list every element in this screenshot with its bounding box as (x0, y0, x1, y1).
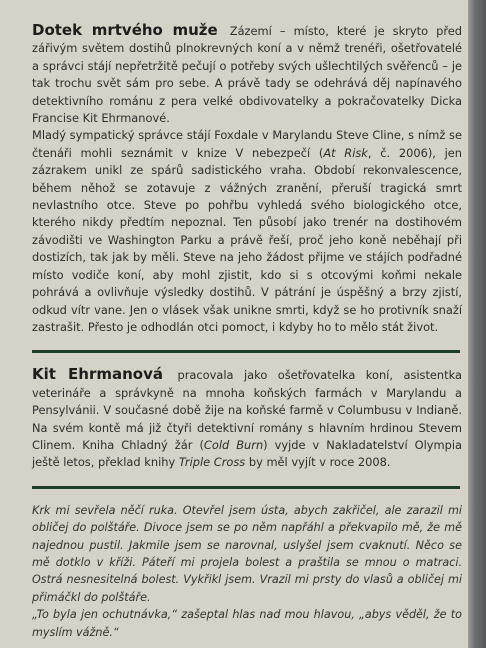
author-bio (32, 366, 462, 471)
author-bio-title-triple-cross: Triple Cross (178, 455, 246, 470)
section-divider-2 (32, 486, 460, 489)
book-description (32, 22, 462, 336)
book-excerpt (32, 502, 462, 641)
excerpt-paragraph-2: „To byla jen ochutnávka,“ zašeptal hlas nad mou hlavou, „abys věděl, že to myslím vážně.“ (32, 608, 462, 639)
description-intro-text: Zázemí – místo, které je skryto před zářivým světem dostihů plnokrevných koní a v němž trenéři, ošetřovatelé a správci stájí nepřetržitě pečují o potřeby svých ušlechtilých svěřenců – je tak trochu svět sám pro sebe. A právě tady se odehrává děj napínavého detektivního románu z pera velké obdivovatelky a pokračovatelky Dicka Francise Kit Ehrmanové. (32, 24, 462, 126)
description-plot-text-a: Mladý sympatický správce stájí Foxdale v Marylandu Steve Cline, s nímž se čtenáři mohli seznámit v knize V nebezpečí ( (32, 128, 462, 160)
description-plot-original-title: At Risk (323, 145, 368, 160)
author-bio-title-cold-burn: Cold Burn (203, 437, 264, 452)
description-plot (32, 127, 462, 336)
author-bio-text-a: pracovala jako ošetřovatelka koní, asistentka veterináře a správkyně na mnoha koňských farmách v Marylandu a Pensylvánii. V současné době žije na koňské farmě v Columbusu v Indianě. Na svém kontě má již čtyři detektivní romány s hlavním hrdinou Stevem Clinem. Kniha Chladný žár ( (32, 368, 462, 452)
section-divider-1 (32, 350, 460, 353)
author-bio-paragraph (32, 366, 462, 471)
description-intro (32, 22, 462, 127)
description-plot-text-b: , č. 2006), jen zázrakem unikl ze spárů sadistického vraha. Období rekonvalescence, během něhož se zotavuje z vážných zranění, přeruší tragická smrt nevlastního otce. Steve po pohřbu vyhledá svého biologického otce, kterého nikdy předtím nepoznal. Ten působí jako trenér na dostihovém závodišti ve Washington Parku a právě řeší, proč jeho koně neběhají při dostizích, tak jak by měli. Steve na jeho žádost přijme ve stájích podřadné místo vodiče koní, aby mohl zjistit, kdo si s otcovými koňmi nekale pohrává a ovlivňuje výsledky dostihů. V pátrání je úspěšný a brzy zjistí, odkud vítr vane. Jen o vlásek však unikne smrti, když se ho protivník snaží zastrašit. Přesto je odhodlán otci pomoct, i kdyby ho to mělo stát život. (32, 145, 462, 334)
author-name-heading: Kit Ehrmanová (32, 365, 163, 384)
excerpt-paragraph-1: Krk mi sevřela něčí ruka. Otevřel jsem ústa, abych zakřičel, ale zarazil mi obličej do polštáře. Divoce jsem se po něm napřáhl a překvapilo mě, že mě najednou pustil. Jakmile jsem se narovnal, uslyšel jsem cvaknutí. Něco se mě dotklo v kříži. Páteří mi projela bolest a praštila se mnou o matraci. Ostrá nesnesitelná bolest. Vykřikl jsem. Vrazil mi prsty do vlasů a obličej mi přimáčkl do polštáře. (32, 503, 462, 604)
author-bio-text-c: by měl vyjít v roce 2008. (245, 455, 391, 470)
book-title-heading: Dotek mrtvého muže (32, 21, 218, 39)
author-bio-text-b: ) vyjde v Nakladatelství Olympia ještě letos, překlad knihy (32, 437, 463, 470)
book-spine-edge (468, 0, 486, 648)
cover-text (32, 22, 462, 641)
